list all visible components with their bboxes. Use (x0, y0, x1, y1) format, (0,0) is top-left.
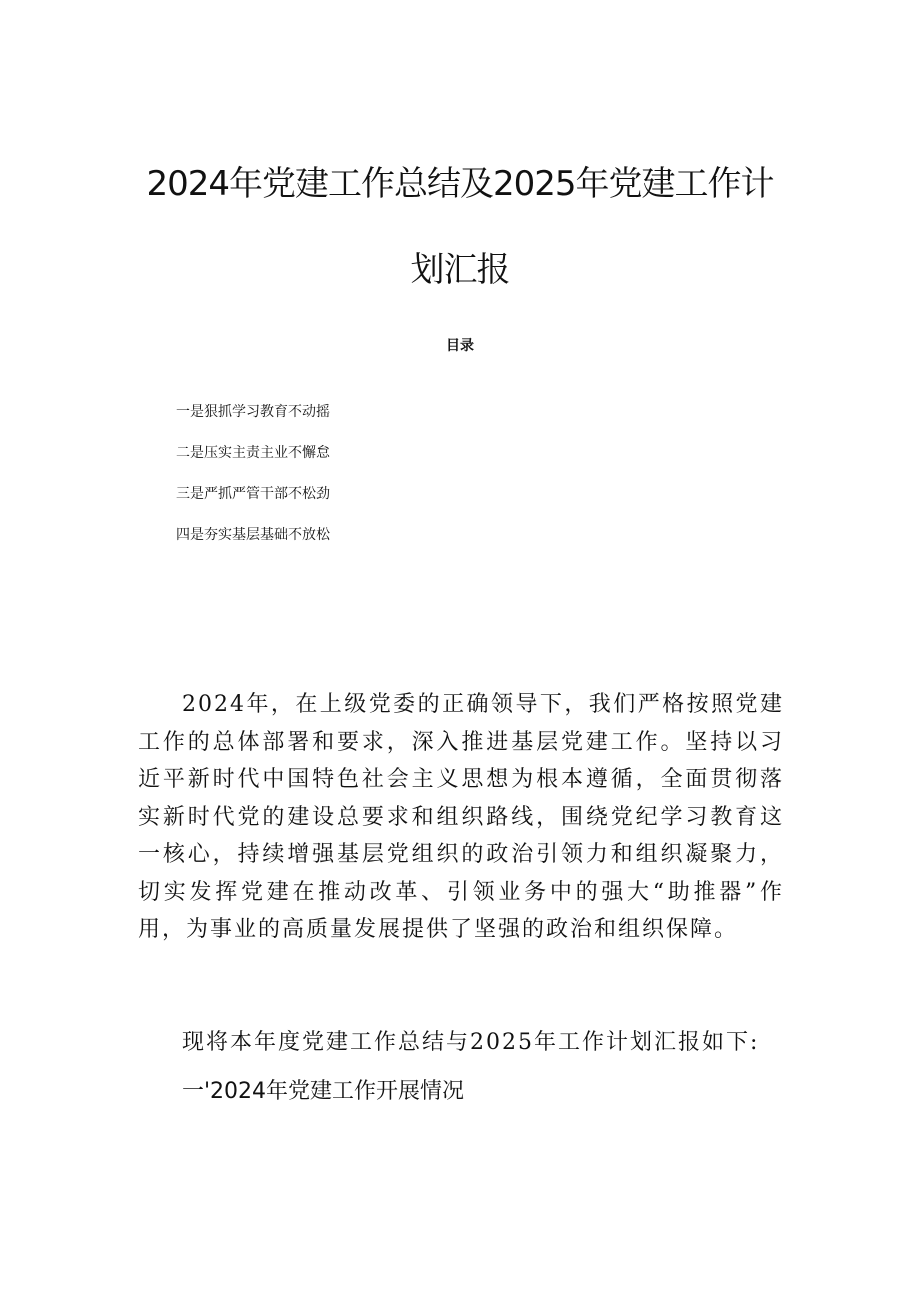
toc-item[interactable]: 一是狠抓学习教育不动摇 (176, 404, 330, 420)
document-title-line-2: 划汇报 (410, 250, 510, 290)
toc-item[interactable]: 三是严抓严管干部不松劲 (176, 486, 330, 502)
toc-heading: 目录 (446, 338, 474, 354)
document-title-line-1: 2024年党建工作总结及2025年党建工作计 (146, 164, 774, 204)
section-heading: 一'2024年党建工作开展情况 (182, 1079, 465, 1104)
toc-item[interactable]: 四是夯实基层基础不放松 (176, 527, 330, 543)
toc-list (176, 402, 330, 566)
report-lead-paragraph: 现将本年度党建工作总结与2025年工作计划汇报如下: (182, 1030, 760, 1055)
intro-paragraph: 2024年，在上级党委的正确领导下，我们严格按照党建工作的总体部署和要求，深入推进基层党建工作。坚持以习近平新时代中国特色社会主义思想为根本遵循，全面贯彻落实新时代党的建设总要求和组织路线，围绕党纪学习教育这一核心，持续增强基层党组织的政治引领力和组织凝聚力，切实发挥党建在推动改革、引领业务中的强大“助推器”作用，为事业的高质量发展提供了坚强的政治和组织保障。 (138, 692, 784, 942)
toc-item[interactable]: 二是压实主责主业不懈怠 (176, 445, 330, 461)
